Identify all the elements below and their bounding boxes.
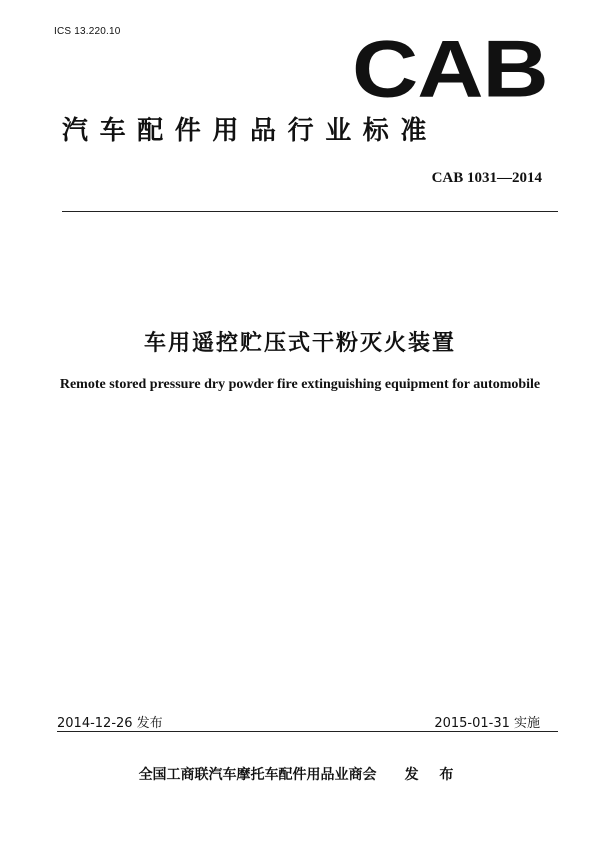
issuer-line [0,764,600,784]
title-english: Remote stored pressure dry powder fire extinguishing equipment for automobile [59,377,541,392]
implementation-date: 2015-01-31 实施 [434,716,540,731]
ics-code: ICS 13.220.10 [54,26,121,37]
issuer-name: 全国工商联汽车摩托车配件用品业商会 [138,767,377,783]
issue-date: 2014-12-26 发布 [57,716,163,731]
standard-type: 汽车配件用品行业标准 [62,116,439,146]
cab-logo: CAB [352,25,548,115]
standard-number: CAB 1031—2014 [431,170,542,186]
title-chinese: 车用遥控贮压式干粉灭火装置 [143,331,456,356]
bottom-divider [57,731,558,732]
top-divider [62,211,558,212]
published-label: 发 布 [404,767,462,783]
